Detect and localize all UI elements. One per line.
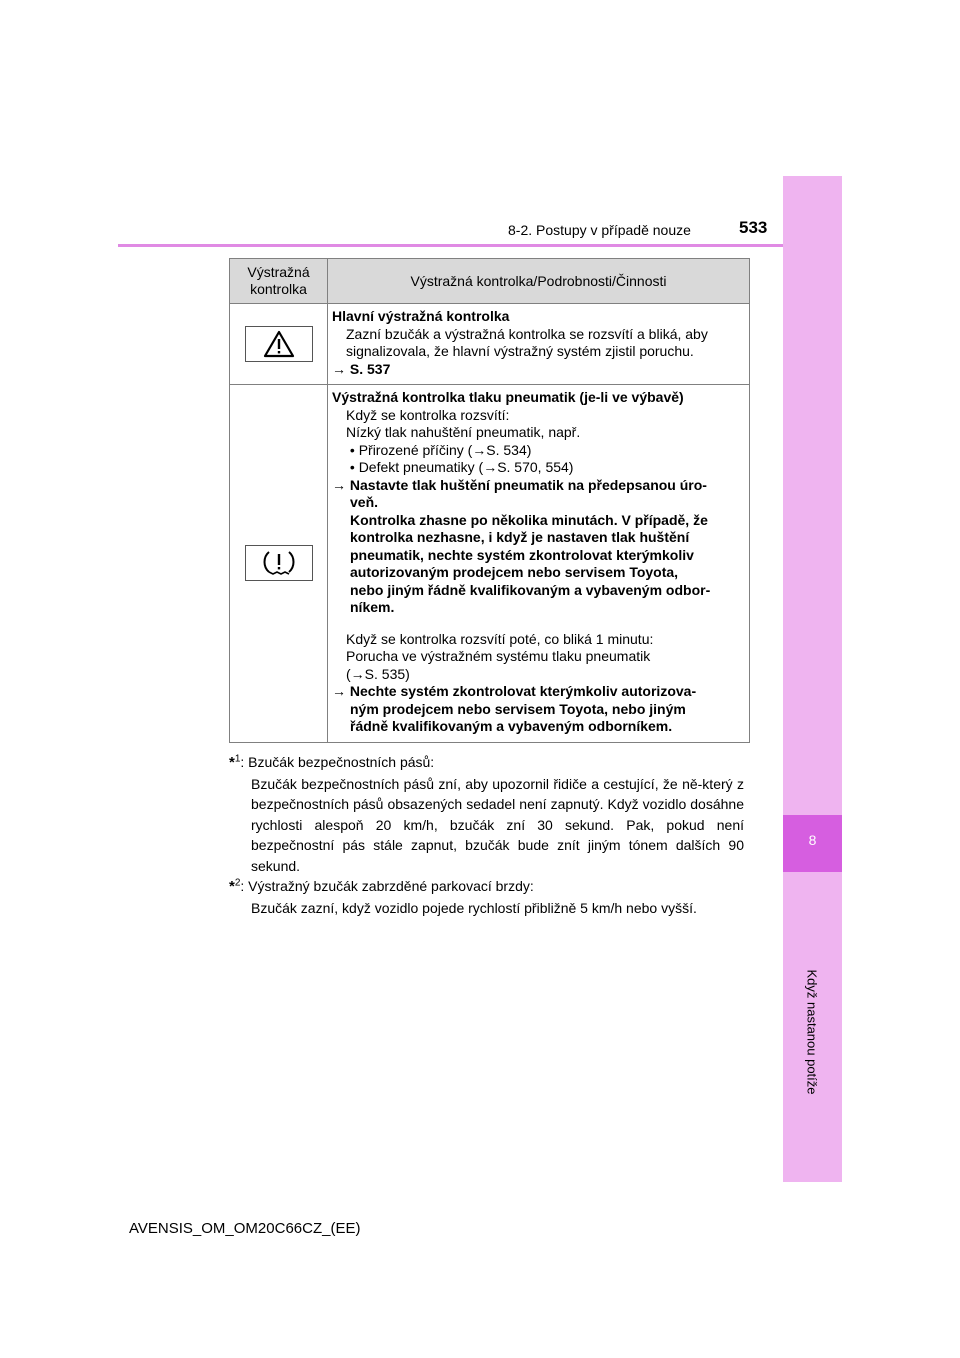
icon-cell bbox=[230, 304, 328, 385]
table-row bbox=[230, 385, 750, 743]
page-reference: S. 535) bbox=[364, 665, 410, 682]
col-header-details: Výstražná kontrolka/Podrobnosti/Činnosti bbox=[328, 259, 750, 304]
table-header-row bbox=[230, 259, 750, 304]
list-item: • Defekt pneumatiky (→S. 570, 554) bbox=[349, 459, 574, 475]
chapter-number: 8 bbox=[808, 832, 817, 848]
tire-pressure-warning-icon bbox=[245, 545, 313, 581]
action-text: → Nechte systém zkontrolovat kterýmkoliv autorizova- bbox=[332, 683, 697, 699]
document-code: AVENSIS_OM_OM20C66CZ_(EE) bbox=[129, 1220, 361, 1237]
section-title: 8-2. Postupy v případě nouze bbox=[508, 222, 691, 238]
page-reference: S. 537 bbox=[349, 360, 391, 377]
header-rule bbox=[118, 244, 783, 247]
table-row bbox=[230, 304, 750, 385]
list-item: • Přirozené příčiny (→S. 534) bbox=[349, 441, 532, 458]
chapter-title: Když nastanou potíže bbox=[804, 969, 820, 1095]
col-header-light: Výstražná kontrolka bbox=[230, 259, 328, 304]
icon-cell bbox=[230, 385, 328, 743]
warning-table bbox=[229, 258, 750, 743]
action-text: → Nastavte tlak huštění pneumatik na předepsanou úro- bbox=[332, 476, 707, 493]
row-title: Hlavní výstražná kontrolka bbox=[332, 308, 510, 324]
page-number: 533 bbox=[739, 218, 768, 237]
footnote-1: *$^1$: Bzučák bezpečnostních pásů: Bzučák bezpečnostních pásů zní, aby upozornil řidiče a cestující, že ně-který z bezpečnostních pásů obsazených sedadel není zapnutý. Když vozidlo dosáhne rychlosti alespoň 20 km/h, bzučák zní 30 sekund. Pak, pokud není bezpečnostní pás stále zapnut, bzučák bude znít jiným tónem dalších 90 sekund. bbox=[229, 753, 744, 874]
row-title: Výstražná kontrolka tlaku pneumatik (je-li ve výbavě) bbox=[332, 389, 684, 405]
text-cell: Výstražná kontrolka tlaku pneumatik (je-li ve výbavě) Když se kontrolka rozsvítí: Nízký tlak nahuštění pneumatik, např. • Přirozené příčiny (→S. 534) • Defekt pneumatiky (→S. 570, 554) → Nastavte tlak huštění pneumatik na předepsanou úro- veň. Kontrolka zhasne po několika minutách. V případě, že kontrolka nezhasne, i když je nastaven tlak huštění pneumatik, nechte systém zkontrolovat kterýmkoliv autorizovaným prodejcem nebo servisem Toyota, nebo jiným řádně kvalifikovaným a vybaveným odbor- níkem. Když se kontrolka rozsvítí poté, co bliká 1 minutu: Porucha ve výstražném systému tlaku pneumatik (→S. 535) → Nechte systém zkontrolovat kterýmkoliv autorizova- ným prodejcem nebo servisem Toyota, nebo jiným řádně kvalifikovaným a vybaveným odborníkem. bbox=[328, 385, 750, 743]
footnote-2: *$^2$: Výstražný bzučák zabrzděné parkovací brzdy: Bzučák zazní, když vozidlo pojede rychlostí přibližně 5 km/h nebo vyšší. bbox=[229, 877, 697, 916]
text-cell: Hlavní výstražná kontrolka Zazní bzučák a výstražná kontrolka se rozsvítí a bliká, aby signalizovala, že hlavní výstražný systém zjistil poruchu. → S. 537 bbox=[328, 304, 750, 385]
master-warning-triangle-icon bbox=[245, 326, 313, 362]
